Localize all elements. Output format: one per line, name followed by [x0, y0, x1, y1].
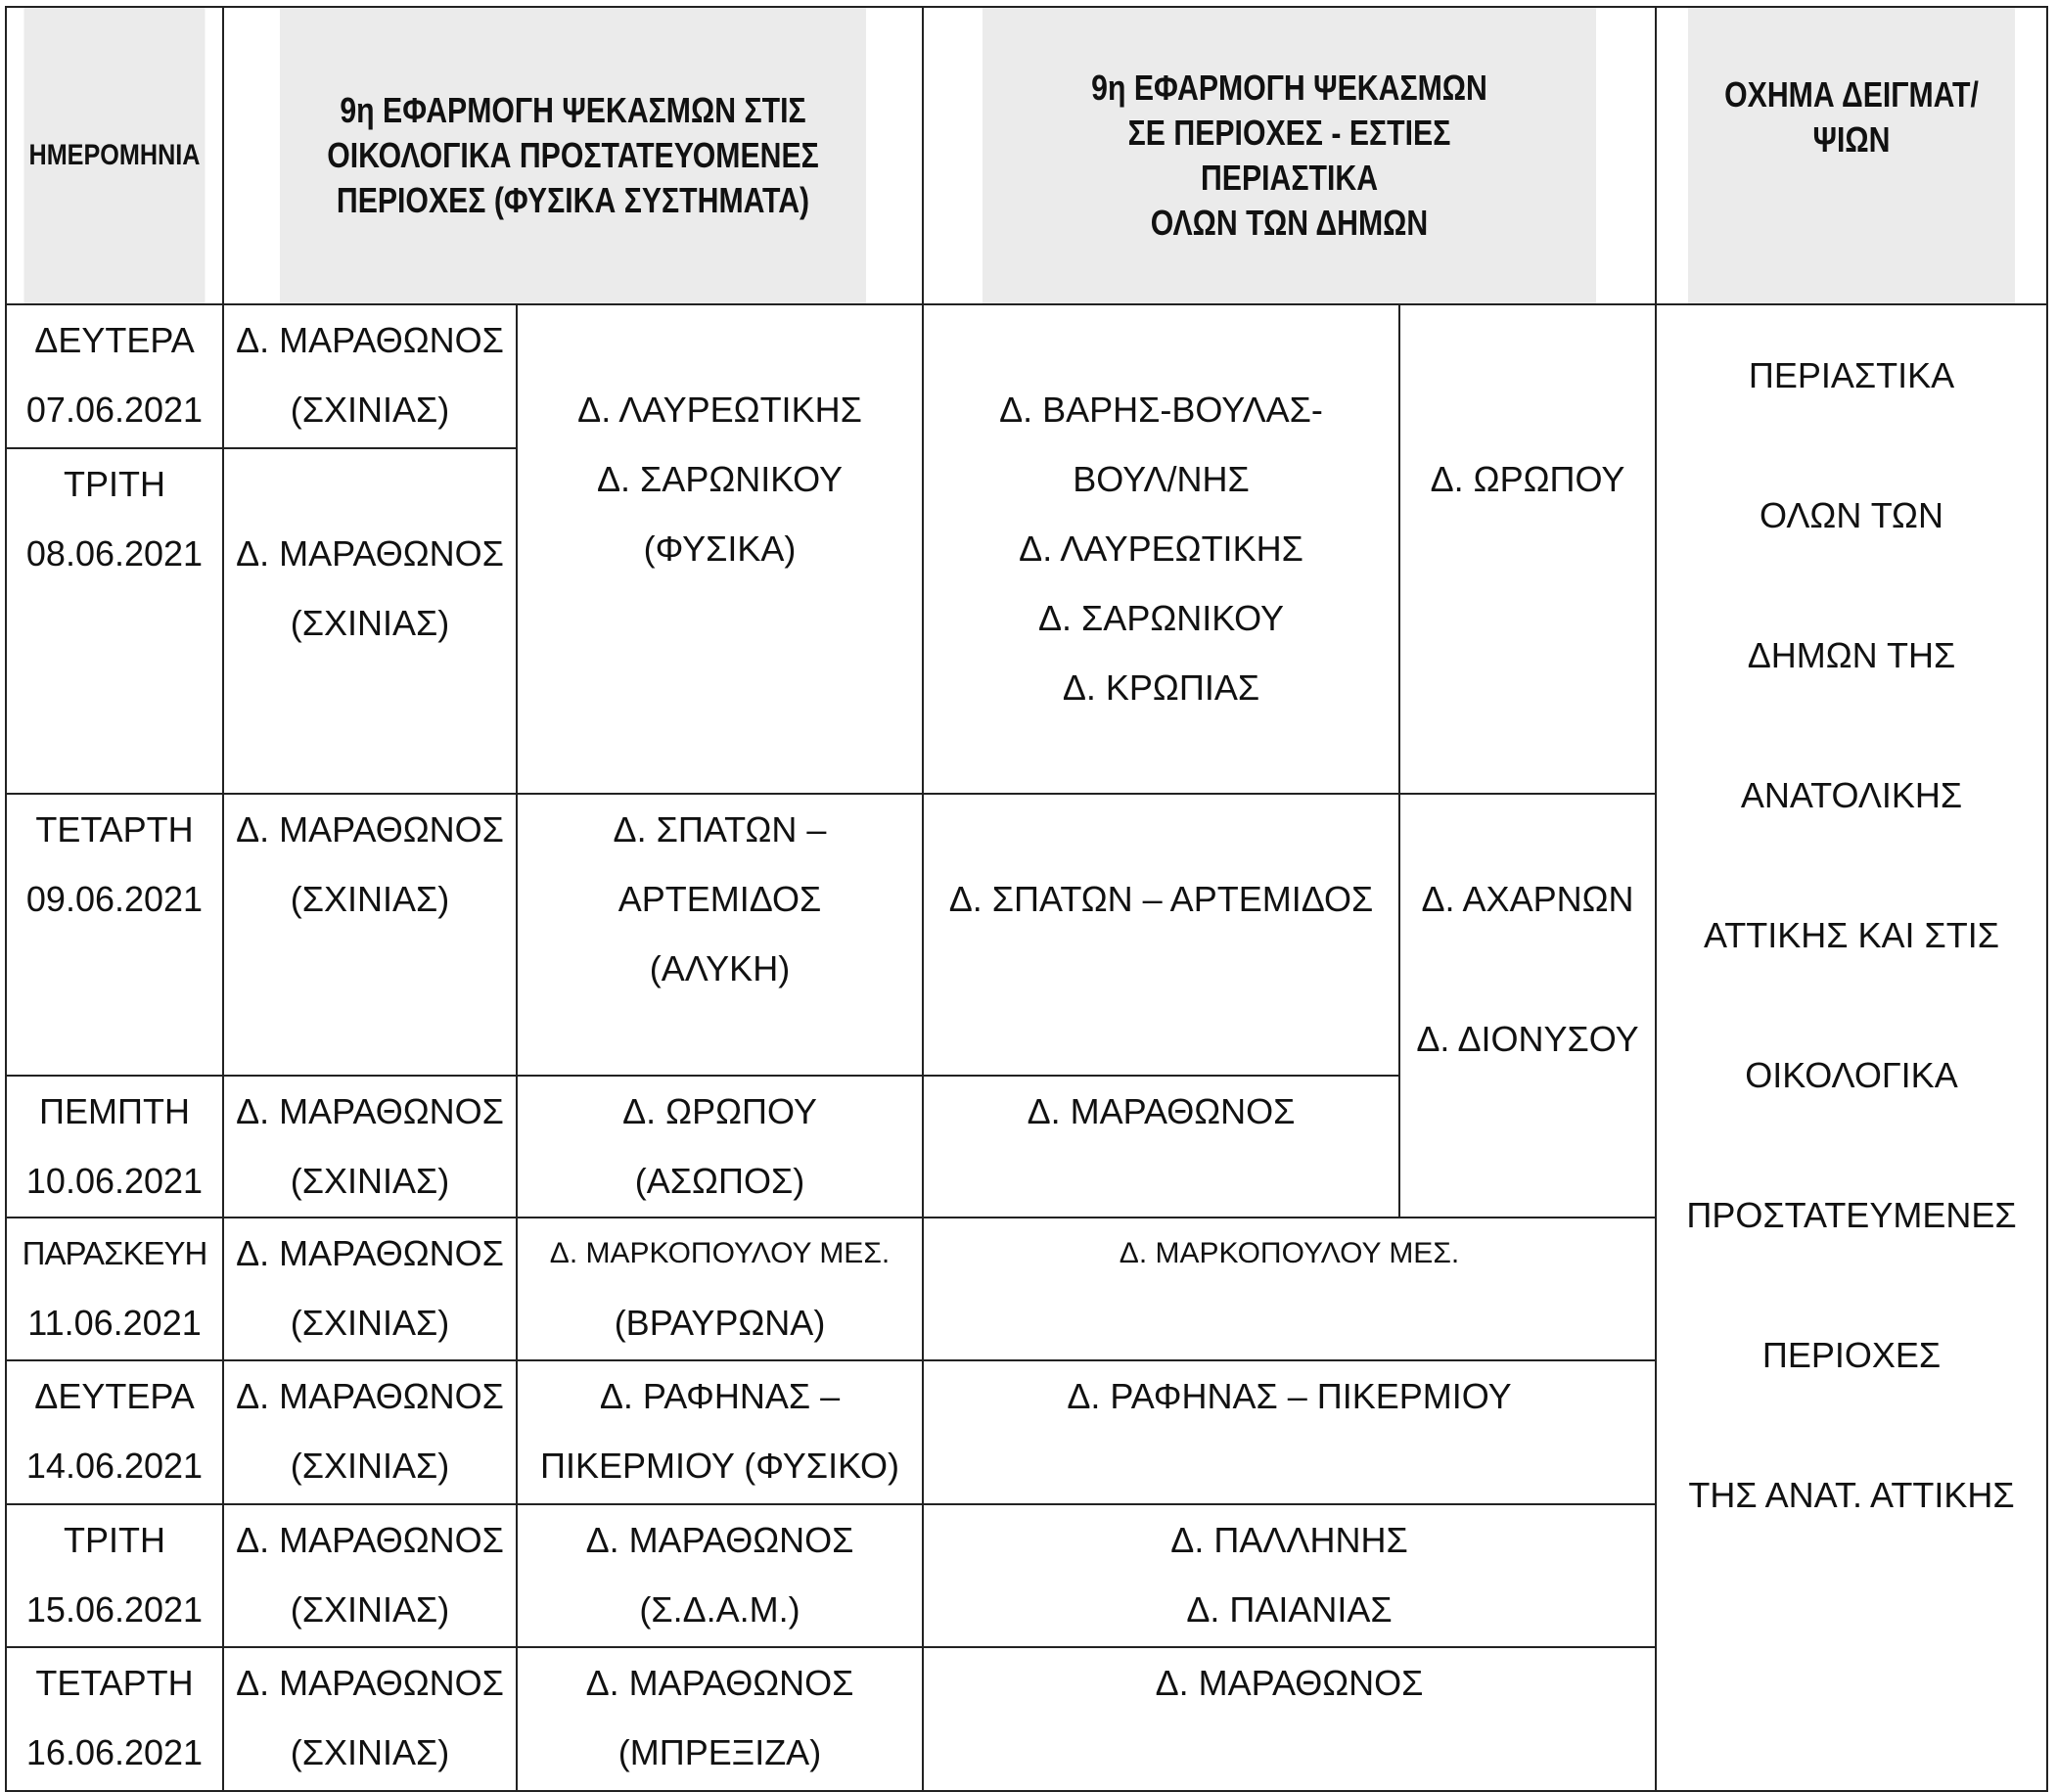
- natural-oropos-cell: Δ. ΩΡΩΠΟΥ (ΑΣΩΠΟΣ): [517, 1076, 923, 1218]
- header-date: ΗΜΕΡΟΜΗΝΙΑ: [23, 7, 206, 304]
- natural-marathon-sdam-cell: Δ. ΜΑΡΑΘΩΝΟΣ (Σ.Δ.Α.Μ.): [517, 1504, 923, 1647]
- natural-lavreotiki-cell: Δ. ΛΑΥΡΕΩΤΙΚΗΣ Δ. ΣΑΡΩΝΙΚΟΥ (ΦΥΣΙΚΑ): [517, 304, 923, 794]
- date-cell: ΔΕΥΤΕΡΑ 07.06.2021: [6, 304, 223, 448]
- marathon-cell: Δ. ΜΑΡΑΘΩΝΟΣ (ΣΧΙΝΙΑΣ): [223, 1076, 517, 1218]
- areas-rafina-cell: Δ. ΡΑΦΗΝΑΣ – ΠΙΚΕΡΜΙΟΥ: [923, 1360, 1656, 1504]
- marathon-cell: Δ. ΜΑΡΑΘΩΝΟΣ (ΣΧΙΝΙΑΣ): [223, 794, 517, 1076]
- header-all-areas: 9η ΕΦΑΡΜΟΓΗ ΨΕΚΑΣΜΩΝ ΣΕ ΠΕΡΙΟΧΕΣ - ΕΣΤΙΕΣ ΠΕΡΙΑΣΤΙΚΑ ΟΛΩΝ ΤΩΝ ΔΗΜΩΝ: [982, 7, 1597, 304]
- areas-oropou-cell: Δ. ΩΡΩΠΟΥ: [1399, 304, 1656, 794]
- natural-rafina-cell: Δ. ΡΑΦΗΝΑΣ – ΠΙΚΕΡΜΙΟΥ (ΦΥΣΙΚΟ): [517, 1360, 923, 1504]
- natural-marathon-breeza-cell: Δ. ΜΑΡΑΘΩΝΟΣ (ΜΠΡΕΞΙΖΑ): [517, 1647, 923, 1791]
- areas-acharnes-cell: Δ. ΑΧΑΡΝΩΝ Δ. ΔΙΟΝΥΣΟΥ: [1399, 794, 1656, 1218]
- date-cell: ΠΑΡΑΣΚΕΥΗ 11.06.2021: [6, 1218, 223, 1360]
- vehicle-text-cell: ΠΕΡΙΑΣΤΙΚΑ ΟΛΩΝ ΤΩΝ ΔΗΜΩΝ ΤΗΣ ΑΝΑΤΟΛΙΚΗΣ ΑΤΤΙΚΗΣ ΚΑΙ ΣΤΙΣ ΟΙΚΟΛΟΓΙΚΑ ΠΡΟΣΤΑΤΕΥΜΕΝΕΣ ΠΕΡΙΟΧΕΣ ΤΗΣ ΑΝΑΤ. ΑΤΤΙΚΗΣ: [1656, 304, 2047, 1791]
- marathon-cell: Δ. ΜΑΡΑΘΩΝΟΣ (ΣΧΙΝΙΑΣ): [223, 1218, 517, 1360]
- marathon-cell: Δ. ΜΑΡΑΘΩΝΟΣ (ΣΧΙΝΙΑΣ): [223, 1504, 517, 1647]
- date-cell: ΤΕΤΑΡΤΗ 16.06.2021: [6, 1647, 223, 1791]
- marathon-cell: Δ. ΜΑΡΑΘΩΝΟΣ (ΣΧΙΝΙΑΣ): [223, 1360, 517, 1504]
- areas-pallini-cell: Δ. ΠΑΛΛΗΝΗΣ Δ. ΠΑΙΑΝΙΑΣ: [923, 1504, 1656, 1647]
- areas-markopoulo-cell: Δ. ΜΑΡΚΟΠΟΥΛΟΥ ΜΕΣ.: [923, 1218, 1656, 1360]
- date-cell: ΠΕΜΠΤΗ 10.06.2021: [6, 1076, 223, 1218]
- natural-markopoulo-cell: Δ. ΜΑΡΚΟΠΟΥΛΟΥ ΜΕΣ. (ΒΡΑΥΡΩΝΑ): [517, 1218, 923, 1360]
- date-cell: ΤΡΙΤΗ 08.06.2021: [6, 448, 223, 794]
- areas-spata-cell: Δ. ΣΠΑΤΩΝ – ΑΡΤΕΜΙΔΟΣ: [923, 794, 1399, 1076]
- header-protected-areas: 9η ΕΦΑΡΜΟΓΗ ΨΕΚΑΣΜΩΝ ΣΤΙΣ ΟΙΚΟΛΟΓΙΚΑ ΠΡΟΣΤΑΤΕΥΟΜΕΝΕΣ ΠΕΡΙΟΧΕΣ (ΦΥΣΙΚΑ ΣΥΣΤΗΜΑΤΑ): [279, 7, 867, 304]
- table-row: [6, 304, 2047, 448]
- natural-spata-cell: Δ. ΣΠΑΤΩΝ – ΑΡΤΕΜΙΔΟΣ (ΑΛΥΚΗ): [517, 794, 923, 1076]
- marathon-cell: Δ. ΜΑΡΑΘΩΝΟΣ (ΣΧΙΝΙΑΣ): [223, 1647, 517, 1791]
- areas-marathonos-cell: Δ. ΜΑΡΑΘΩΝΟΣ: [923, 1076, 1399, 1218]
- header-row: [6, 7, 2047, 304]
- marathon-cell: Δ. ΜΑΡΑΘΩΝΟΣ (ΣΧΙΝΙΑΣ): [223, 448, 517, 794]
- date-cell: ΔΕΥΤΕΡΑ 14.06.2021: [6, 1360, 223, 1504]
- date-cell: ΤΕΤΑΡΤΗ 09.06.2021: [6, 794, 223, 1076]
- date-cell: ΤΡΙΤΗ 15.06.2021: [6, 1504, 223, 1647]
- spraying-schedule-table: [5, 6, 2048, 1792]
- areas-vari-cell: Δ. ΒΑΡΗΣ-ΒΟΥΛΑΣ- ΒΟΥΛ/ΝΗΣ Δ. ΛΑΥΡΕΩΤΙΚΗΣ Δ. ΣΑΡΩΝΙΚΟΥ Δ. ΚΡΩΠΙΑΣ: [923, 304, 1399, 794]
- header-vehicle: ΟΧΗΜΑ ΔΕΙΓΜΑΤ/ΨΙΩΝ: [1687, 7, 2016, 304]
- marathon-cell: Δ. ΜΑΡΑΘΩΝΟΣ (ΣΧΙΝΙΑΣ): [223, 304, 517, 448]
- areas-marathonos2-cell: Δ. ΜΑΡΑΘΩΝΟΣ: [923, 1647, 1656, 1791]
